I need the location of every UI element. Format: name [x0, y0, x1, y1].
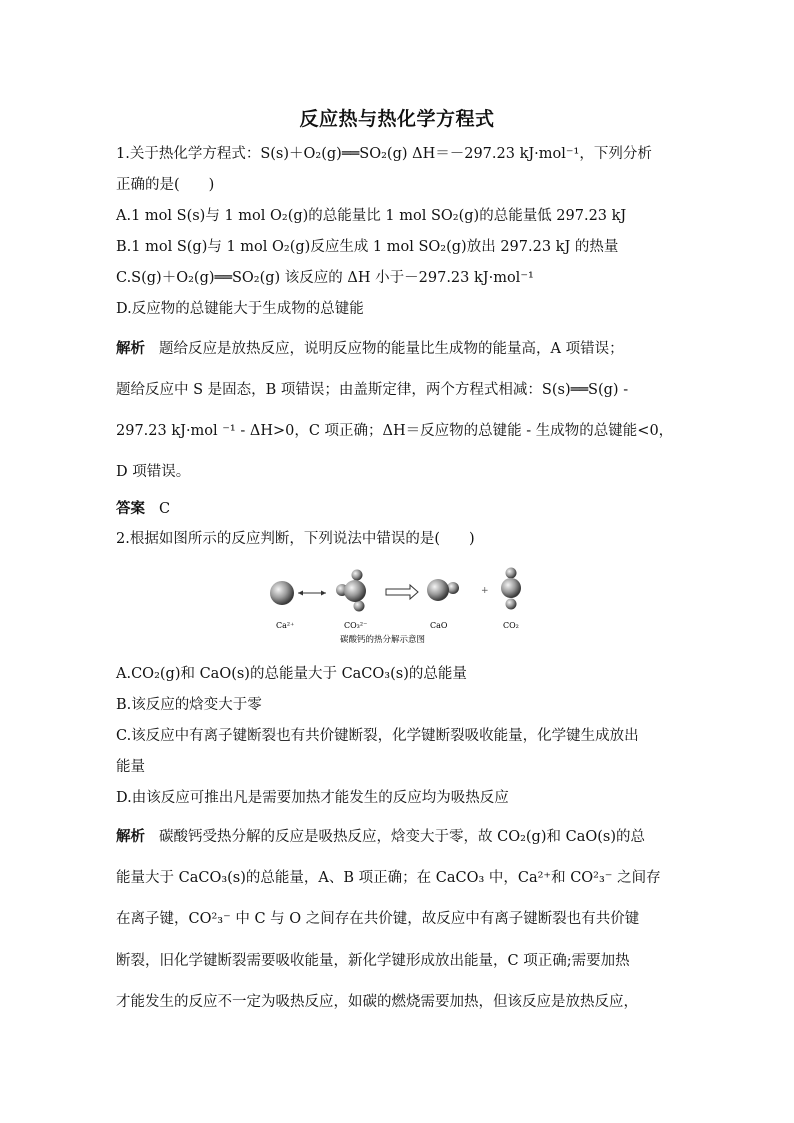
q1-analysis-line4: D 项错误。	[116, 464, 191, 480]
q1-option-b: B.1 mol S(g)与 1 mol O₂(g)反应生成 1 mol SO₂(g)放出 297.23 kJ 的热量	[116, 239, 619, 255]
q1-stem-line1: 1.关于热化学方程式：S(s)＋O₂(g)══SO₂(g) ΔH＝－297.23 kJ·mol⁻¹，下列分析	[116, 146, 652, 162]
q1-stem-line2: 正确的是( )	[116, 177, 215, 193]
cao-label: CaO	[430, 621, 448, 630]
q2-option-c-line1: C.该反应中有离子键断裂也有共价键断裂，化学键断裂吸收能量，化学键生成放出	[116, 728, 639, 744]
co2-oxygen-bottom	[506, 599, 517, 610]
co2-label: CO₂	[503, 621, 519, 630]
q2-stem: 2.根据如图所示的反应判断，下列说法中错误的是( )	[116, 531, 475, 547]
q2-analysis-line3: 在离子键，CO²₃⁻ 中 C 与 O 之间存在共价键，故反应中有离子键断裂也有共价键	[116, 911, 640, 927]
answer-value: C	[159, 501, 171, 517]
q1-option-c: C.S(g)＋O₂(g)══SO₂(g) 该反应的 ΔH 小于－297.23 kJ·mol⁻¹	[116, 270, 534, 286]
q1-answer	[116, 500, 686, 518]
q1-option-a: A.1 mol S(s)与 1 mol O₂(g)的总能量比 1 mol SO₂(g)的总能量低 297.23 kJ	[116, 208, 627, 224]
q2-analysis-line1: 解析 碳酸钙受热分解的反应是吸热反应，焓变大于零，故 CO₂(g)和 CaO(s)的总	[116, 828, 645, 845]
q1-option-d: D.反应物的总键能大于生成物的总键能	[116, 301, 364, 317]
q2-analysis-line4: 断裂，旧化学键断裂需要吸收能量，新化学键形成放出能量，C 项正确;需要加热	[116, 953, 630, 969]
page-title: 反应热与热化学方程式	[299, 108, 495, 130]
q1-analysis-line3: 297.23 kJ·mol ⁻¹ - ΔH>0，C 项正确；ΔH＝反应物的总键能 - 生成物的总键能<0，	[116, 423, 674, 439]
q2-option-b: B.该反应的焓变大于零	[116, 697, 262, 713]
figure-caption: 碳酸钙的热分解示意图	[340, 635, 426, 645]
q2-option-a: A.CO₂(g)和 CaO(s)的总能量大于 CaCO₃(s)的总能量	[116, 666, 467, 682]
co2-carbon-sphere	[501, 578, 521, 598]
decomposition-diagram	[262, 562, 534, 648]
co3-oxygen-bottom	[354, 601, 365, 612]
ca-label: Ca²⁺	[276, 621, 295, 630]
q1-analysis-line1: 解析 题给反应是放热反应，说明反应物的能量比生成物的能量高，A 项错误；	[116, 340, 624, 357]
co3-label: CO₃²⁻	[344, 621, 368, 630]
co2-oxygen-top	[506, 568, 517, 579]
co3-oxygen-top	[352, 570, 363, 581]
cao-calcium-sphere	[427, 579, 449, 601]
answer-label: 答案	[116, 500, 145, 517]
decomposition-figure	[262, 562, 534, 648]
q2-option-c-line2: 能量	[116, 759, 145, 775]
plus-sign: +	[481, 586, 489, 596]
co3-carbon-sphere	[344, 580, 366, 602]
q1-analysis-line2: 题给反应中 S 是固态，B 项错误；由盖斯定律，两个方程式相减：S(s)══S(g) -	[116, 382, 629, 398]
analysis-label-2: 解析	[116, 828, 145, 845]
q2-analysis-line5: 才能发生的反应不一定为吸热反应，如碳的燃烧需要加热，但该反应是放热反应，	[116, 994, 638, 1010]
analysis-label: 解析	[116, 340, 145, 357]
ca-ion-sphere	[270, 581, 294, 605]
q2-analysis-line2: 能量大于 CaCO₃(s)的总能量，A、B 项正确；在 CaCO₃ 中，Ca²⁺和 CO²₃⁻ 之间存	[116, 870, 661, 886]
q2-option-d: D.由该反应可推出凡是需要加热才能发生的反应均为吸热反应	[116, 790, 509, 806]
